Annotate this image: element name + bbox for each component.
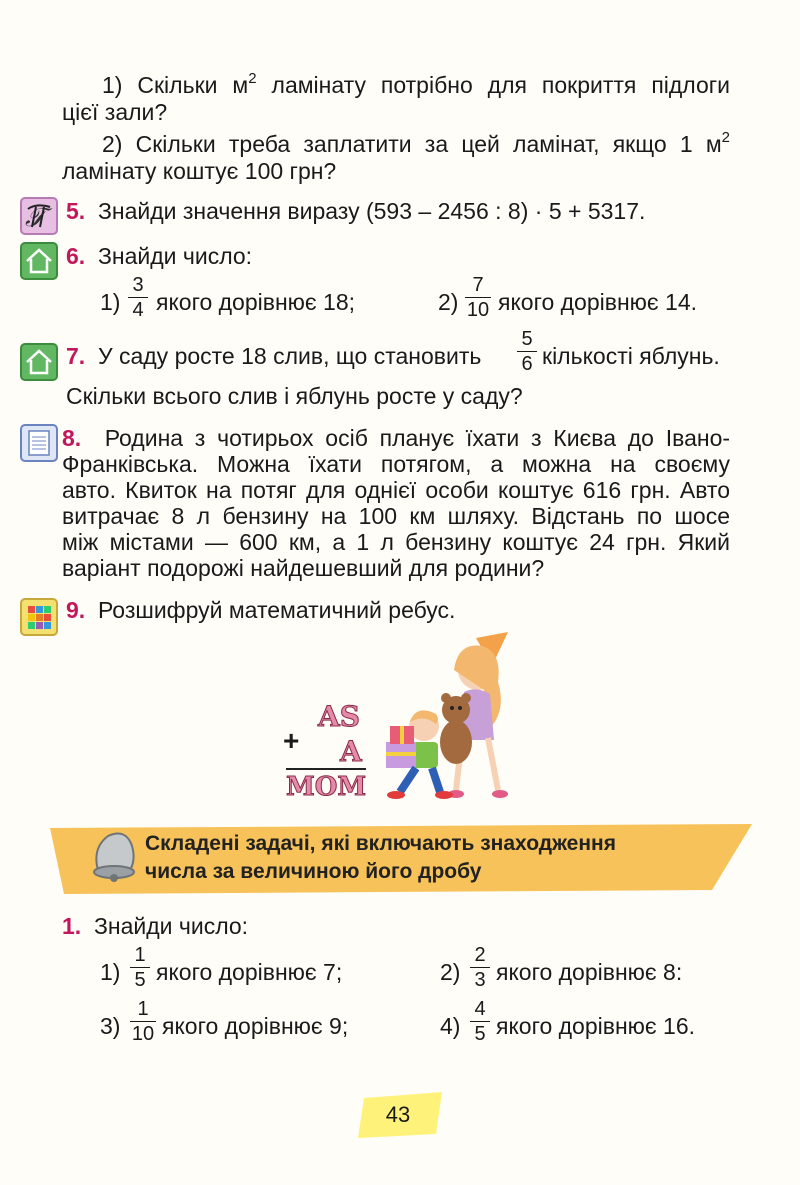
rebus-result: MOM (286, 772, 367, 802)
question-2-line1: 2) Скільки треба заплатити за цей ламінат, якщо 1 $м^2$ (102, 129, 730, 157)
section-task-1-item-3-text: якого дорівнює 9; (162, 1013, 349, 1039)
task-6-item-1-text: якого дорівнює 18; (156, 289, 356, 315)
section-task-1-item-2-label: 2) (440, 959, 461, 985)
page-number: 43 (385, 1102, 411, 1127)
task-6: 6. Знайди число: (66, 243, 253, 269)
task-5: 5. Знайди значення виразу (593 – 2456 : 8) · 5 + 5317. (66, 198, 646, 224)
rebus-plus: + (283, 725, 300, 756)
fraction-2-3: 2 3 (470, 944, 490, 991)
section-task-1-item-2-text: якого дорівнює 8: (496, 959, 683, 985)
task-7-line1-b: кількості яблунь. (542, 343, 720, 369)
rebus-row-1: AS (318, 700, 360, 733)
children-illustration (380, 630, 520, 805)
task-6-item-2-text: якого дорівнює 14. (498, 289, 698, 315)
fraction-4-5: 4 5 (470, 998, 490, 1045)
bell-icon (86, 826, 138, 884)
question-2-line2: ламінату коштує 100 грн? (62, 158, 337, 184)
notebook-icon (20, 424, 58, 462)
section-task-1-item-3-label: 3) (100, 1013, 121, 1039)
rebus-line (286, 768, 366, 770)
fraction-7-10: 7 10 (466, 274, 490, 321)
section-task-1: 1. Знайди число: (62, 913, 249, 939)
fraction-3-4: 3 4 (128, 274, 148, 321)
fraction-5-6: 5 6 (517, 328, 537, 375)
section-task-1-item-4-label: 4) (440, 1013, 461, 1039)
task-7-line2: Скільки всього слив і яблунь росте у саду? (66, 383, 523, 409)
section-task-1-item-1-label: 1) (100, 959, 121, 985)
svg-text:𝒯: 𝒯 (25, 203, 45, 233)
house-icon (20, 242, 58, 280)
house-icon (20, 343, 58, 381)
task-8: 8. Родина з чотирьох осіб планує їхати з Києва до Івано- Франківська. Можна їхати потягом, а можна на своєму авто. Квиток на потяг для однієї особи коштує 616 грн. Авто витрачає 8 л бензину на 100 км шляху. Відстань по шосе між містами — 600 км, а 1 л бензину коштує 24 грн. Який варіант подорожі найдешевший для родини? (62, 425, 731, 581)
calculator-icon (20, 197, 58, 235)
section-task-1-item-1-text: якого дорівнює 7; (156, 959, 343, 985)
task-6-item-2-label: 2) (438, 289, 459, 315)
task-9: 9. Розшифруй математичний ребус. (66, 597, 456, 623)
fraction-1-5: 1 5 (130, 944, 150, 991)
section-task-1-item-4-text: якого дорівнює 16. (496, 1013, 696, 1039)
question-1-line1: 1) Скільки $м^2$ ламінату потрібно для покриття підлоги (102, 70, 731, 98)
question-1-line2: цієї зали? (62, 99, 168, 125)
task-6-item-1-label: 1) (100, 289, 121, 315)
rebus-row-2: A (340, 735, 362, 768)
rubik-cube-icon (20, 598, 58, 636)
section-banner-title: Складені задачі, які включають знаходження числа за величиною його дробу (145, 832, 616, 883)
task-7-line1-a: 7. У саду росте 18 слив, що становить (66, 343, 482, 369)
fraction-1-10: 1 10 (131, 998, 155, 1045)
